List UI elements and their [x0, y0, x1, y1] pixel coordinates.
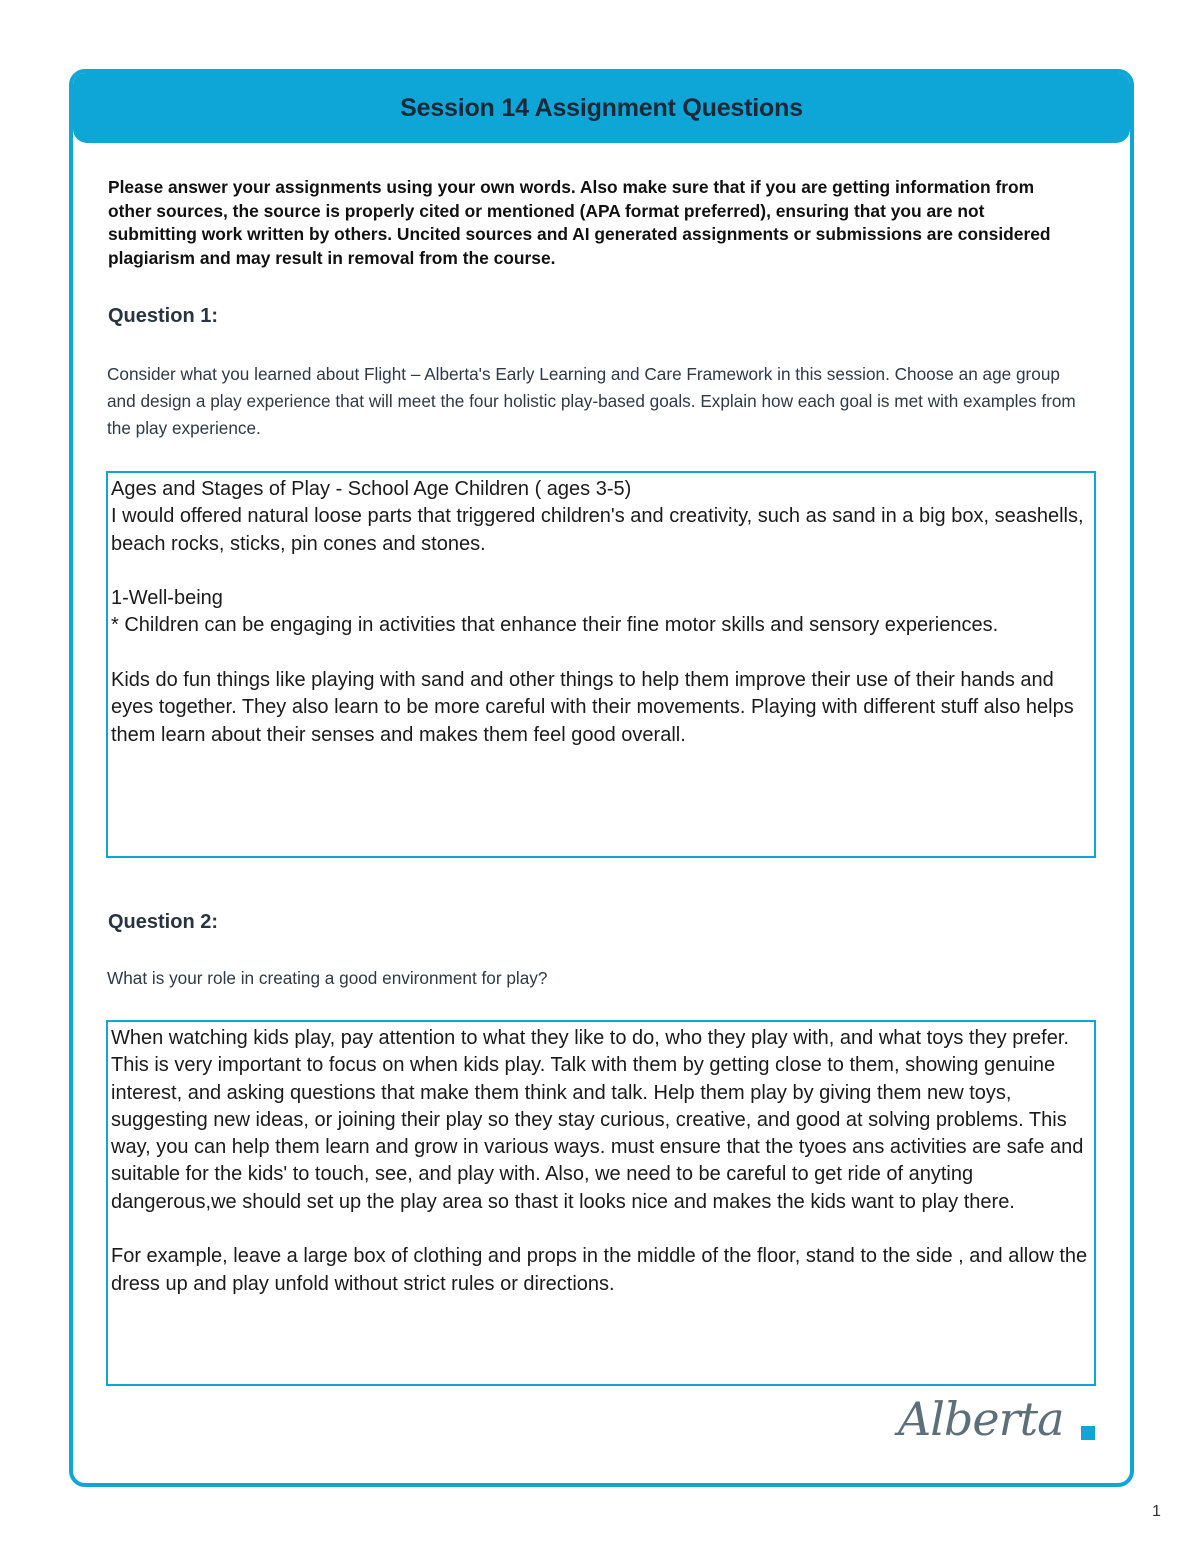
answer-1-paragraph: Kids do fun things like playing with sand and other things to help them improve their use of their hands and eyes together. They also learn to be more careful with their movements. Playing with different stuff also helps them learn about their senses and makes them feel good overall.	[111, 669, 1074, 746]
page-title: Session 14 Assignment Questions	[400, 93, 803, 122]
alberta-logo	[898, 1392, 1098, 1460]
answer-2-paragraph-2: For example, leave a large box of clothing and props in the middle of the floor, stand to the side , and allow the dress up and play unfold without strict rules or directions.	[111, 1245, 1088, 1295]
question-2-answer-box[interactable]	[106, 1020, 1096, 1386]
answer-1-goal-point: * Children can be engaging in activities that enhance their fine motor skills and sensory experiences.	[111, 614, 999, 637]
answer-2-paragraph-1: When watching kids play, pay attention to what they like to do, who they play with, and what toys they prefer. This is very important to focus on when kids play. Talk with them by getting close to them, showing genuine interest, and asking questions that make them think and talk. Help them play by giving them new toys, suggesting new ideas, or joining their play so they stay curious, creative, and good at solving problems. This way, you can help them learn and grow in various ways. must ensure that the tyoes ans activities are safe and suitable for the kids' to touch, see, and play with. Also, we need to be careful to get ride of anyting dangerous,we should set up the play area so thast it looks nice and makes the kids want to play there.	[111, 1027, 1084, 1213]
answer-1-line-age-group: Ages and Stages of Play - School Age Children ( ages 3-5)	[111, 478, 632, 500]
question-1-prompt: Consider what you learned about Flight – Alberta's Early Learning and Care Framework in this session. Choose an age group and design a play experience that will meet the four holistic play-based goals. Explain how each goal is met with examples from the play experience.	[107, 364, 1076, 438]
question-2-prompt: What is your role in creating a good environment for play?	[107, 968, 548, 988]
alberta-logo-wordmark: Alberta	[898, 1392, 1064, 1446]
page-number: 1	[1152, 1503, 1161, 1520]
question-1-heading: Question 1:	[108, 305, 219, 327]
title-banner	[73, 73, 1130, 143]
question-1-answer-box[interactable]	[106, 471, 1096, 858]
question-2-heading: Question 2:	[108, 911, 219, 933]
answer-1-goal-title: 1-Well-being	[111, 587, 223, 610]
answer-1-line-materials: I would offered natural loose parts that triggered children's and creativity, such as sand in a big box, seashells, beach rocks, sticks, pin cones and stones.	[111, 505, 1084, 555]
alberta-logo-square-icon	[1081, 1426, 1095, 1440]
instructions-text: Please answer your assignments using your own words. Also make sure that if you are getting information from other sources, the source is properly cited or mentioned (APA format preferred), ensuring that you are not submitting work written by others. Uncited sources and AI generated assignments or submissions are considered plagiarism and may result in removal from the course.	[108, 177, 1051, 268]
